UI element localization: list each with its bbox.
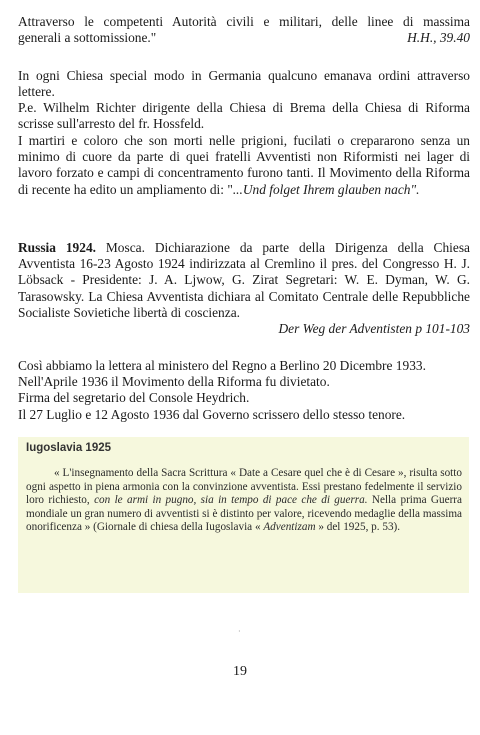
quote-text-3: » del 1925, p. 53). — [315, 521, 401, 534]
russia-text: Mosca. Dichiarazione da parte della Dirigenza della Chiesa Avventista 16-23 Agosto 1924 indirizzata al Cremlino il pres. del Congresso H. J. Löbsack - Presidente: J. A. Ljwow, G. Zirat Segretari: W. E. Dyman, W. G. Tarasowsky. La Chiesa Avventista dichiara al Comitato Centrale delle Repubbliche Socialiste Sovietiche libertà di coscienza. — [18, 240, 470, 320]
paragraph-6-line3: Firma del segretario del Console Heydrich. — [18, 390, 250, 406]
paragraph-russia — [18, 240, 470, 321]
quote-text-1: « L'insegnamento della Sacra Scrittura « Date a Cesare quel che è di Cesare », risulta sotto ogni aspetto in piena armonia con la convinzione avventista. Essi prestano fedelmente il servizio loro richiesto, — [26, 467, 462, 507]
quote-italic-1: con le armi in pugno, sia in tempo di pace che di guerra. — [94, 494, 368, 507]
paragraph-6-line2: Nell'Aprile 1936 il Movimento della Riforma fu divietato. — [18, 374, 330, 390]
paragraph-4-text: I martiri e coloro che son morti nelle prigioni, fucilati o crepararono senza un minimo di cuore da parte di quei fratelli Avventisti non Riformisti nei lager di lavoro forzato e campi di concentramento furono tanti. Il Movimento della Riforma di recente ha edito un ampliamento di: " — [18, 133, 470, 197]
quote-italic-2: Adventizam — [263, 521, 316, 534]
paragraph-4 — [18, 133, 470, 198]
paragraph-6 — [18, 358, 470, 423]
quote-text-2: Nella prima Guerra mondiale un gran numero di avventisti si è distinto per valore, ricevendo medaglie della massima onorificenza » (Giornale di chiesa della Iugoslavia « — [26, 494, 462, 534]
paragraph-6-line4: Il 27 Luglio e 12 Agosto 1936 dal Governo scrissero dello stesso tenore. — [18, 406, 406, 422]
stray-dot: · — [238, 627, 241, 636]
paragraph-1 — [18, 14, 470, 46]
paragraph-2: In ogni Chiesa special modo in Germania qualcuno emanava ordini attraverso lettere. — [18, 68, 470, 100]
page-number: 19 — [233, 664, 247, 679]
paragraph-1-line2: generali a sottomissione." — [18, 30, 157, 46]
citation-der-weg: Der Weg der Adventisten p 101-103 — [278, 321, 470, 336]
citation-hh: H.H., 39.40 — [407, 30, 470, 46]
quote-title: Iugoslavia 1925 — [26, 442, 112, 454]
russia-heading: Russia 1924. — [18, 240, 96, 255]
paragraph-1-line1: Attraverso le competenti Autorità civili e militari, delle linee di massima — [18, 14, 470, 29]
paragraph-3: P.e. Wilhelm Richter dirigente della Chiesa di Brema della Chiesa di Riforma scrisse sull'arresto del fr. Hossfeld. — [18, 100, 470, 132]
paragraph-6-line1: Così abbiamo la lettera al ministero del Regno a Berlino 20 Dicembre 1933. — [18, 358, 426, 373]
quote-text — [26, 467, 462, 535]
paragraph-4-italic-title: ...Und folget Ihrem glauben nach". — [232, 181, 420, 197]
